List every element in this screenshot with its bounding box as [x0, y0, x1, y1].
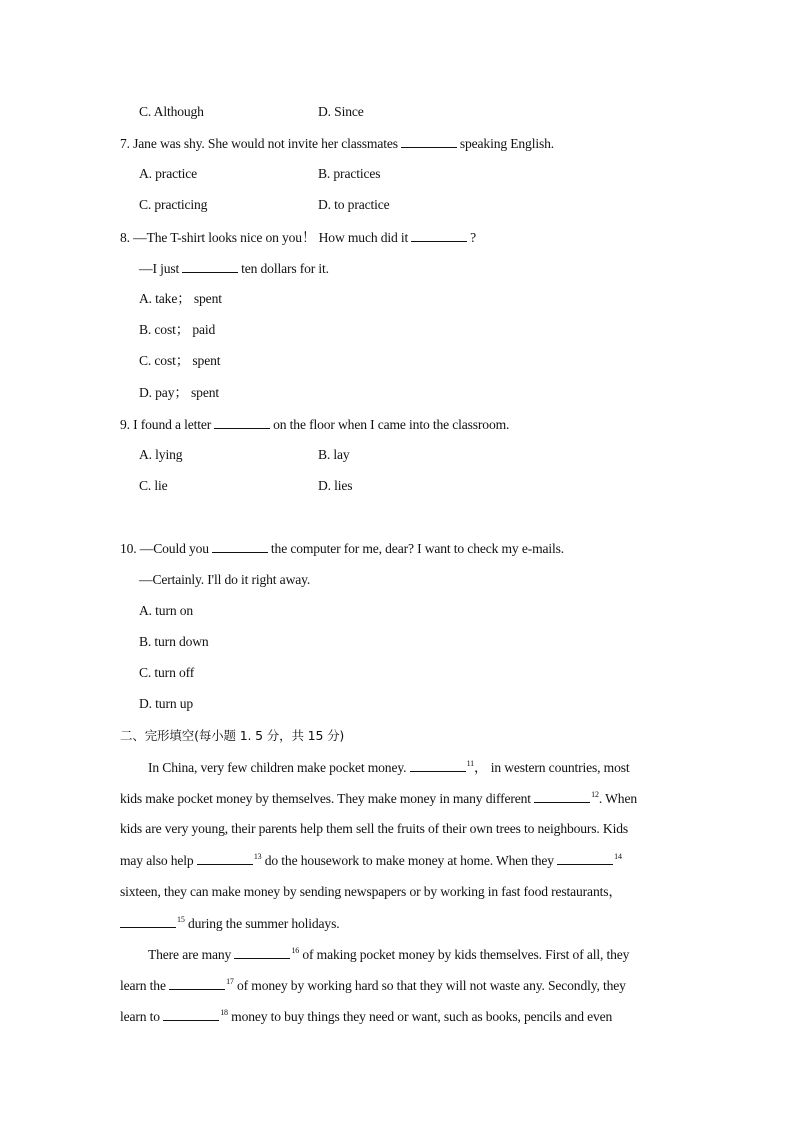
- passage-text: ， in western countries, most: [474, 760, 630, 775]
- q6-option-d: D. Since: [318, 104, 364, 119]
- answer-blank: [163, 1008, 219, 1021]
- q6-option-c: C. Although: [139, 104, 204, 119]
- passage-text: learn the: [120, 978, 166, 993]
- answer-blank: [120, 915, 176, 928]
- passage-text: There are many: [148, 947, 232, 962]
- q8-reply-end: ten dollars for it.: [241, 261, 329, 276]
- q8-option-b: B. cost； paid: [139, 322, 216, 337]
- passage-text: learn to: [120, 1009, 160, 1024]
- q9-stem-text: 9. I found a letter: [120, 417, 212, 432]
- passage-line: [120, 1008, 612, 1025]
- passage-line: [148, 946, 629, 963]
- q8-reply-text: —I just: [139, 261, 180, 276]
- q10-stem-text: 10. —Could you: [120, 541, 209, 556]
- answer-blank: [557, 852, 613, 865]
- answer-blank: [214, 416, 270, 429]
- blank-number: 14: [614, 852, 622, 861]
- passage-line: [120, 915, 339, 932]
- q9-option-d: D. lies: [318, 478, 353, 493]
- blank-number: 12: [591, 790, 599, 799]
- q9-stem-end: on the floor when I came into the classroom.: [273, 417, 510, 432]
- passage-text: may also help: [120, 853, 194, 868]
- answer-blank: [212, 540, 268, 553]
- passage-line: [120, 852, 622, 869]
- q8-reply: [139, 260, 329, 277]
- answer-blank: [197, 852, 253, 865]
- q10-reply: —Certainly. I'll do it right away.: [139, 572, 311, 587]
- blank-number: 17: [226, 977, 234, 986]
- passage-text: during the summer holidays.: [187, 916, 340, 931]
- passage-text: In China, very few children make pocket money.: [148, 760, 407, 775]
- blank-number: 16: [291, 946, 300, 955]
- passage-text: do the housework to make money at home. When they: [264, 853, 554, 868]
- passage-text: money to buy things they need or want, such as books, pencils and even: [231, 1009, 613, 1024]
- answer-blank: [169, 977, 225, 990]
- answer-blank: [411, 229, 467, 242]
- q10-stem: [120, 540, 564, 557]
- passage-line: kids are very young, their parents help them sell the fruits of their own trees to neighbours. Kids: [120, 821, 629, 836]
- q8-option-c: C. cost； spent: [139, 353, 221, 368]
- answer-blank: [401, 135, 457, 148]
- q9-option-c: C. lie: [139, 478, 168, 493]
- blank-number: 11: [466, 759, 474, 768]
- passage-text: of money by working hard so that they will not waste any. Secondly, they: [237, 978, 626, 993]
- passage-line: [120, 790, 637, 807]
- answer-blank: [410, 759, 466, 772]
- answer-blank: [534, 790, 590, 803]
- blank-number: 13: [253, 852, 262, 861]
- q8-option-d: D. pay； spent: [139, 385, 219, 400]
- q7-option-c: C. practicing: [139, 197, 208, 212]
- q8-stem-end: ?: [470, 230, 477, 245]
- blank-number: 15: [177, 915, 185, 924]
- q7-option-a: A. practice: [139, 166, 197, 181]
- passage-text: . When: [598, 791, 637, 806]
- q10-option-b: B. turn down: [139, 634, 209, 649]
- q9-option-a: A. lying: [139, 447, 183, 462]
- section-heading: 二、完形填空(每小题 1. 5 分，共 15 分): [120, 728, 345, 743]
- q10-option-c: C. turn off: [139, 665, 195, 680]
- q8-option-a: A. take； spent: [139, 291, 222, 306]
- passage-line: [120, 977, 626, 994]
- answer-blank: [182, 260, 238, 273]
- q7-stem: [120, 135, 554, 152]
- q7-option-b: B. practices: [318, 166, 381, 181]
- q9-option-b: B. lay: [318, 447, 350, 462]
- q10-option-d: D. turn up: [139, 696, 194, 711]
- passage-line: sixteen, they can make money by sending newspapers or by working in fast food restaurants，: [120, 884, 622, 899]
- passage-line: [148, 759, 630, 776]
- q10-option-a: A. turn on: [139, 603, 194, 618]
- q9-stem: [120, 416, 509, 433]
- q7-option-d: D. to practice: [318, 197, 390, 212]
- q8-stem: [120, 229, 476, 246]
- q8-stem-text: 8. —The T-shirt looks nice on you！ How much did it: [120, 230, 409, 245]
- q10-stem-end: the computer for me, dear? I want to check my e-mails.: [270, 541, 565, 556]
- passage-text: kids make pocket money by themselves. They make money in many different: [120, 791, 531, 806]
- passage-text: of making pocket money by kids themselves. First of all, they: [302, 947, 630, 962]
- blank-number: 18: [220, 1008, 228, 1017]
- q7-stem-text: 7. Jane was shy. She would not invite her classmates: [120, 136, 398, 151]
- q7-stem-end: speaking English.: [459, 136, 554, 151]
- answer-blank: [234, 946, 290, 959]
